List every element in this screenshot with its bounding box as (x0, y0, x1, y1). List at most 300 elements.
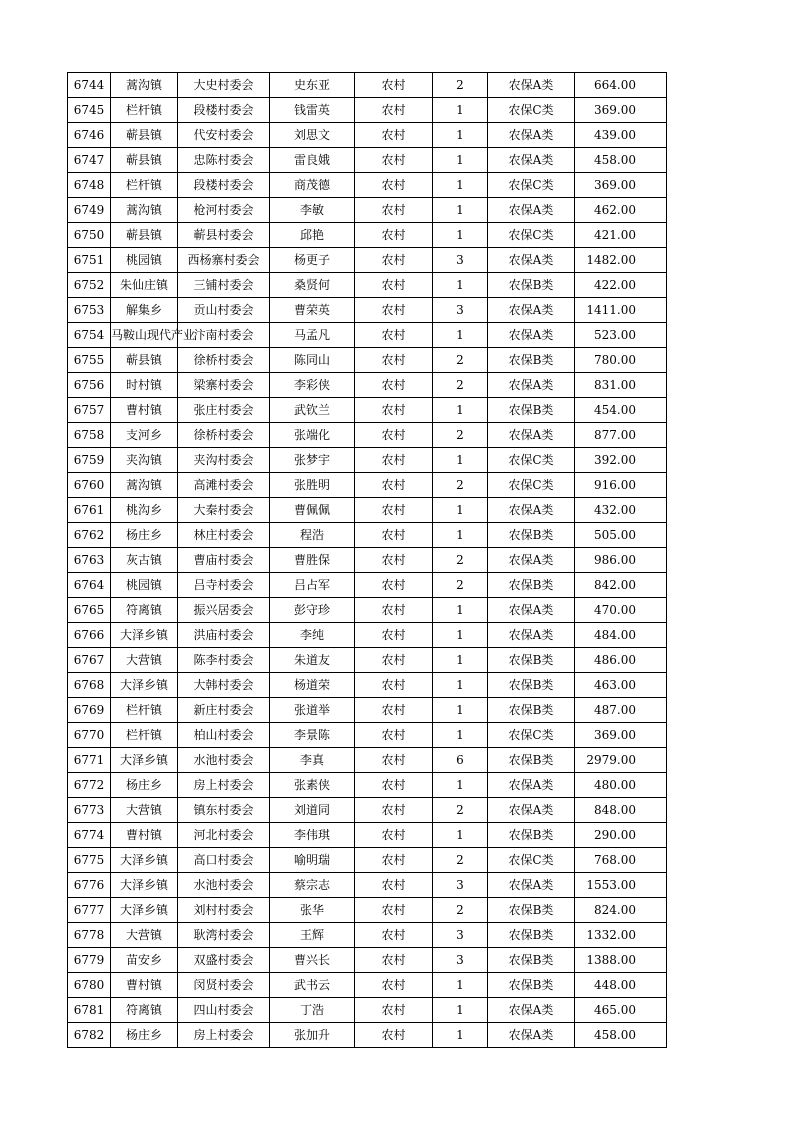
area-type-cell: 农村 (355, 248, 433, 273)
person-name-cell: 程浩 (270, 523, 355, 548)
person-name-cell: 杨更子 (270, 248, 355, 273)
village-committee-cell: 代安村委会 (178, 123, 270, 148)
table-row (68, 898, 667, 923)
table-row (68, 973, 667, 998)
amount-cell: 2979.00 (575, 748, 667, 773)
amount-cell: 369.00 (575, 98, 667, 123)
table-row (68, 823, 667, 848)
area-type-cell: 农村 (355, 523, 433, 548)
table-row (68, 548, 667, 573)
table-row (68, 1023, 667, 1048)
area-type-cell: 农村 (355, 873, 433, 898)
insurance-class-cell: 农保A类 (488, 998, 575, 1023)
household-count-cell: 1 (433, 648, 488, 673)
area-type-cell: 农村 (355, 173, 433, 198)
village-committee-cell: 三铺村委会 (178, 273, 270, 298)
row-number-cell: 6774 (68, 823, 111, 848)
insurance-class-cell: 农保C类 (488, 848, 575, 873)
amount-cell: 422.00 (575, 273, 667, 298)
area-type-cell: 农村 (355, 223, 433, 248)
town-cell: 桃沟乡 (111, 498, 178, 523)
area-type-cell: 农村 (355, 823, 433, 848)
village-committee-cell: 耿湾村委会 (178, 923, 270, 948)
row-number-cell: 6770 (68, 723, 111, 748)
table-row (68, 223, 667, 248)
person-name-cell: 曹荣英 (270, 298, 355, 323)
person-name-cell: 陈同山 (270, 348, 355, 373)
insurance-class-cell: 农保A类 (488, 423, 575, 448)
table-row (68, 723, 667, 748)
town-cell: 杨庄乡 (111, 523, 178, 548)
village-committee-cell: 西杨寨村委会 (178, 248, 270, 273)
table-row (68, 423, 667, 448)
amount-cell: 432.00 (575, 498, 667, 523)
household-count-cell: 1 (433, 98, 488, 123)
insurance-class-cell: 农保B类 (488, 673, 575, 698)
insurance-class-cell: 农保A类 (488, 598, 575, 623)
row-number-cell: 6773 (68, 798, 111, 823)
area-type-cell: 农村 (355, 848, 433, 873)
insurance-class-cell: 农保A类 (488, 548, 575, 573)
household-count-cell: 2 (433, 798, 488, 823)
town-cell: 曹村镇 (111, 973, 178, 998)
insurance-class-cell: 农保B类 (488, 823, 575, 848)
area-type-cell: 农村 (355, 98, 433, 123)
amount-cell: 824.00 (575, 898, 667, 923)
household-count-cell: 3 (433, 948, 488, 973)
insurance-class-cell: 农保A类 (488, 873, 575, 898)
village-committee-cell: 大秦村委会 (178, 498, 270, 523)
insurance-class-cell: 农保A类 (488, 323, 575, 348)
insurance-class-cell: 农保B类 (488, 973, 575, 998)
row-number-cell: 6761 (68, 498, 111, 523)
table-row (68, 748, 667, 773)
insurance-class-cell: 农保B类 (488, 948, 575, 973)
town-cell: 桃园镇 (111, 573, 178, 598)
town-cell: 符离镇 (111, 998, 178, 1023)
table-row (68, 998, 667, 1023)
amount-cell: 831.00 (575, 373, 667, 398)
table-row (68, 273, 667, 298)
person-name-cell: 刘道同 (270, 798, 355, 823)
insurance-class-cell: 农保A类 (488, 123, 575, 148)
household-count-cell: 1 (433, 773, 488, 798)
roster-body (68, 73, 667, 1048)
person-name-cell: 钱雷英 (270, 98, 355, 123)
area-type-cell: 农村 (355, 423, 433, 448)
amount-cell: 480.00 (575, 773, 667, 798)
area-type-cell: 农村 (355, 298, 433, 323)
area-type-cell: 农村 (355, 798, 433, 823)
insurance-class-cell: 农保C类 (488, 473, 575, 498)
table-row (68, 673, 667, 698)
town-cell: 苗安乡 (111, 948, 178, 973)
amount-cell: 1388.00 (575, 948, 667, 973)
person-name-cell: 丁浩 (270, 998, 355, 1023)
person-name-cell: 刘思文 (270, 123, 355, 148)
person-name-cell: 曹佩佩 (270, 498, 355, 523)
amount-cell: 916.00 (575, 473, 667, 498)
insurance-class-cell: 农保C类 (488, 448, 575, 473)
person-name-cell: 雷良娥 (270, 148, 355, 173)
town-cell: 蕲县镇 (111, 348, 178, 373)
table-row (68, 73, 667, 98)
town-cell: 朱仙庄镇 (111, 273, 178, 298)
person-name-cell: 商茂德 (270, 173, 355, 198)
village-committee-cell: 柏山村委会 (178, 723, 270, 748)
area-type-cell: 农村 (355, 323, 433, 348)
amount-cell: 392.00 (575, 448, 667, 473)
village-committee-cell: 曹庙村委会 (178, 548, 270, 573)
household-count-cell: 1 (433, 823, 488, 848)
village-committee-cell: 段楼村委会 (178, 98, 270, 123)
row-number-cell: 6777 (68, 898, 111, 923)
town-cell: 桃园镇 (111, 248, 178, 273)
amount-cell: 465.00 (575, 998, 667, 1023)
table-row (68, 873, 667, 898)
area-type-cell: 农村 (355, 373, 433, 398)
person-name-cell: 张素侠 (270, 773, 355, 798)
amount-cell: 458.00 (575, 148, 667, 173)
insurance-class-cell: 农保A类 (488, 373, 575, 398)
town-cell: 栏杆镇 (111, 98, 178, 123)
town-cell: 蕲县镇 (111, 148, 178, 173)
insurance-class-cell: 农保A类 (488, 623, 575, 648)
village-committee-cell: 段楼村委会 (178, 173, 270, 198)
town-cell: 蒿沟镇 (111, 73, 178, 98)
insurance-class-cell: 农保A类 (488, 773, 575, 798)
table-row (68, 523, 667, 548)
village-committee-cell: 新庄村委会 (178, 698, 270, 723)
person-name-cell: 朱道友 (270, 648, 355, 673)
household-count-cell: 1 (433, 498, 488, 523)
household-count-cell: 2 (433, 573, 488, 598)
household-count-cell: 6 (433, 748, 488, 773)
amount-cell: 484.00 (575, 623, 667, 648)
town-cell: 蕲县镇 (111, 223, 178, 248)
insurance-class-cell: 农保A类 (488, 1023, 575, 1048)
household-count-cell: 1 (433, 148, 488, 173)
table-row (68, 98, 667, 123)
town-cell: 大营镇 (111, 923, 178, 948)
insurance-class-cell: 农保B类 (488, 398, 575, 423)
table-row (68, 798, 667, 823)
town-cell: 栏杆镇 (111, 698, 178, 723)
insurance-class-cell: 农保A类 (488, 248, 575, 273)
town-cell: 支河乡 (111, 423, 178, 448)
table-row (68, 298, 667, 323)
town-cell: 杨庄乡 (111, 773, 178, 798)
household-count-cell: 3 (433, 873, 488, 898)
town-cell: 大营镇 (111, 648, 178, 673)
row-number-cell: 6766 (68, 623, 111, 648)
row-number-cell: 6764 (68, 573, 111, 598)
village-committee-cell: 高口村委会 (178, 848, 270, 873)
village-committee-cell: 陈李村委会 (178, 648, 270, 673)
household-count-cell: 2 (433, 423, 488, 448)
town-cell: 杨庄乡 (111, 1023, 178, 1048)
table-row (68, 323, 667, 348)
row-number-cell: 6765 (68, 598, 111, 623)
table-row (68, 373, 667, 398)
household-count-cell: 1 (433, 1023, 488, 1048)
household-count-cell: 2 (433, 898, 488, 923)
household-count-cell: 1 (433, 323, 488, 348)
village-committee-cell: 大史村委会 (178, 73, 270, 98)
town-cell: 大营镇 (111, 798, 178, 823)
table-row (68, 848, 667, 873)
person-name-cell: 武书云 (270, 973, 355, 998)
row-number-cell: 6752 (68, 273, 111, 298)
village-committee-cell: 镇东村委会 (178, 798, 270, 823)
insurance-class-cell: 农保B类 (488, 348, 575, 373)
person-name-cell: 李纯 (270, 623, 355, 648)
person-name-cell: 曹兴长 (270, 948, 355, 973)
town-cell: 大泽乡镇 (111, 748, 178, 773)
row-number-cell: 6757 (68, 398, 111, 423)
amount-cell: 505.00 (575, 523, 667, 548)
row-number-cell: 6748 (68, 173, 111, 198)
area-type-cell: 农村 (355, 273, 433, 298)
household-count-cell: 1 (433, 223, 488, 248)
village-committee-cell: 张庄村委会 (178, 398, 270, 423)
amount-cell: 877.00 (575, 423, 667, 448)
town-cell: 曹村镇 (111, 823, 178, 848)
town-cell: 栏杆镇 (111, 173, 178, 198)
area-type-cell: 农村 (355, 473, 433, 498)
area-type-cell: 农村 (355, 773, 433, 798)
village-committee-cell: 振兴居委会 (178, 598, 270, 623)
insurance-class-cell: 农保B类 (488, 273, 575, 298)
table-row (68, 148, 667, 173)
area-type-cell: 农村 (355, 573, 433, 598)
village-committee-cell: 林庄村委会 (178, 523, 270, 548)
village-committee-cell: 房上村委会 (178, 1023, 270, 1048)
village-committee-cell: 水池村委会 (178, 873, 270, 898)
amount-cell: 463.00 (575, 673, 667, 698)
insurance-class-cell: 农保B类 (488, 748, 575, 773)
town-cell: 大泽乡镇 (111, 898, 178, 923)
person-name-cell: 李伟琪 (270, 823, 355, 848)
household-count-cell: 2 (433, 373, 488, 398)
amount-cell: 486.00 (575, 648, 667, 673)
household-count-cell: 1 (433, 673, 488, 698)
row-number-cell: 6755 (68, 348, 111, 373)
table-row (68, 948, 667, 973)
person-name-cell: 桑贤何 (270, 273, 355, 298)
village-committee-cell: 贡山村委会 (178, 298, 270, 323)
town-cell: 蕲县镇 (111, 123, 178, 148)
row-number-cell: 6753 (68, 298, 111, 323)
person-name-cell: 吕占军 (270, 573, 355, 598)
person-name-cell: 彭守珍 (270, 598, 355, 623)
person-name-cell: 张道举 (270, 698, 355, 723)
row-number-cell: 6745 (68, 98, 111, 123)
town-cell: 曹村镇 (111, 398, 178, 423)
amount-cell: 439.00 (575, 123, 667, 148)
household-count-cell: 2 (433, 548, 488, 573)
village-committee-cell: 双盛村委会 (178, 948, 270, 973)
area-type-cell: 农村 (355, 973, 433, 998)
insurance-class-cell: 农保B类 (488, 923, 575, 948)
person-name-cell: 张梦宇 (270, 448, 355, 473)
household-count-cell: 1 (433, 723, 488, 748)
table-row (68, 648, 667, 673)
area-type-cell: 农村 (355, 148, 433, 173)
amount-cell: 1411.00 (575, 298, 667, 323)
insurance-class-cell: 农保B类 (488, 523, 575, 548)
person-name-cell: 武钦兰 (270, 398, 355, 423)
table-row (68, 398, 667, 423)
table-row (68, 448, 667, 473)
household-count-cell: 1 (433, 123, 488, 148)
area-type-cell: 农村 (355, 73, 433, 98)
person-name-cell: 史东亚 (270, 73, 355, 98)
household-count-cell: 3 (433, 298, 488, 323)
household-count-cell: 3 (433, 923, 488, 948)
row-number-cell: 6776 (68, 873, 111, 898)
amount-cell: 1482.00 (575, 248, 667, 273)
insurance-class-cell: 农保A类 (488, 198, 575, 223)
table-row (68, 123, 667, 148)
area-type-cell: 农村 (355, 623, 433, 648)
person-name-cell: 李真 (270, 748, 355, 773)
village-committee-cell: 大韩村委会 (178, 673, 270, 698)
person-name-cell: 邱艳 (270, 223, 355, 248)
town-cell: 夹沟镇 (111, 448, 178, 473)
amount-cell: 369.00 (575, 723, 667, 748)
household-count-cell: 1 (433, 523, 488, 548)
town-cell: 大泽乡镇 (111, 673, 178, 698)
town-cell: 符离镇 (111, 598, 178, 623)
area-type-cell: 农村 (355, 548, 433, 573)
household-count-cell: 1 (433, 623, 488, 648)
person-name-cell: 张胜明 (270, 473, 355, 498)
table-row (68, 473, 667, 498)
row-number-cell: 6747 (68, 148, 111, 173)
insurance-class-cell: 农保A类 (488, 148, 575, 173)
village-committee-cell: 刘村村委会 (178, 898, 270, 923)
amount-cell: 1553.00 (575, 873, 667, 898)
area-type-cell: 农村 (355, 698, 433, 723)
area-type-cell: 农村 (355, 498, 433, 523)
household-count-cell: 1 (433, 998, 488, 1023)
row-number-cell: 6759 (68, 448, 111, 473)
area-type-cell: 农村 (355, 1023, 433, 1048)
village-committee-cell: 房上村委会 (178, 773, 270, 798)
amount-cell: 986.00 (575, 548, 667, 573)
table-row (68, 173, 667, 198)
table-row (68, 248, 667, 273)
row-number-cell: 6781 (68, 998, 111, 1023)
village-committee-cell: 夹沟村委会 (178, 448, 270, 473)
person-name-cell: 王辉 (270, 923, 355, 948)
row-number-cell: 6750 (68, 223, 111, 248)
household-count-cell: 1 (433, 273, 488, 298)
village-committee-cell: 梁寨村委会 (178, 373, 270, 398)
town-cell: 时村镇 (111, 373, 178, 398)
amount-cell: 462.00 (575, 198, 667, 223)
insurance-class-cell: 农保C类 (488, 723, 575, 748)
household-count-cell: 3 (433, 248, 488, 273)
row-number-cell: 6769 (68, 698, 111, 723)
amount-cell: 1332.00 (575, 923, 667, 948)
insurance-class-cell: 农保B类 (488, 898, 575, 923)
amount-cell: 369.00 (575, 173, 667, 198)
row-number-cell: 6756 (68, 373, 111, 398)
village-committee-cell: 汴南村委会 (178, 323, 270, 348)
household-count-cell: 1 (433, 448, 488, 473)
insurance-class-cell: 农保A类 (488, 73, 575, 98)
row-number-cell: 6744 (68, 73, 111, 98)
town-cell: 灰古镇 (111, 548, 178, 573)
household-count-cell: 2 (433, 848, 488, 873)
area-type-cell: 农村 (355, 348, 433, 373)
town-cell: 解集乡 (111, 298, 178, 323)
insurance-class-cell: 农保B类 (488, 573, 575, 598)
village-committee-cell: 高滩村委会 (178, 473, 270, 498)
table-row (68, 573, 667, 598)
area-type-cell: 农村 (355, 198, 433, 223)
household-count-cell: 2 (433, 348, 488, 373)
insurance-class-cell: 农保C类 (488, 173, 575, 198)
table-row (68, 198, 667, 223)
area-type-cell: 农村 (355, 398, 433, 423)
town-cell: 蒿沟镇 (111, 473, 178, 498)
row-number-cell: 6779 (68, 948, 111, 973)
person-name-cell: 李敏 (270, 198, 355, 223)
row-number-cell: 6778 (68, 923, 111, 948)
person-name-cell: 张华 (270, 898, 355, 923)
amount-cell: 523.00 (575, 323, 667, 348)
table-row (68, 498, 667, 523)
amount-cell: 842.00 (575, 573, 667, 598)
town-cell: 栏杆镇 (111, 723, 178, 748)
amount-cell: 848.00 (575, 798, 667, 823)
row-number-cell: 6782 (68, 1023, 111, 1048)
area-type-cell: 农村 (355, 923, 433, 948)
household-count-cell: 1 (433, 598, 488, 623)
area-type-cell: 农村 (355, 948, 433, 973)
area-type-cell: 农村 (355, 448, 433, 473)
amount-cell: 458.00 (575, 1023, 667, 1048)
amount-cell: 448.00 (575, 973, 667, 998)
person-name-cell: 杨道荣 (270, 673, 355, 698)
household-count-cell: 1 (433, 698, 488, 723)
town-cell: 大泽乡镇 (111, 873, 178, 898)
table-row (68, 598, 667, 623)
amount-cell: 470.00 (575, 598, 667, 623)
table-row (68, 698, 667, 723)
person-name-cell: 李景陈 (270, 723, 355, 748)
area-type-cell: 农村 (355, 898, 433, 923)
village-committee-cell: 蕲县村委会 (178, 223, 270, 248)
row-number-cell: 6780 (68, 973, 111, 998)
amount-cell: 768.00 (575, 848, 667, 873)
village-committee-cell: 徐桥村委会 (178, 423, 270, 448)
household-count-cell: 1 (433, 973, 488, 998)
row-number-cell: 6760 (68, 473, 111, 498)
town-cell: 蒿沟镇 (111, 198, 178, 223)
household-count-cell: 2 (433, 473, 488, 498)
amount-cell: 487.00 (575, 698, 667, 723)
insurance-class-cell: 农保A类 (488, 498, 575, 523)
household-count-cell: 1 (433, 398, 488, 423)
area-type-cell: 农村 (355, 723, 433, 748)
row-number-cell: 6754 (68, 323, 111, 348)
row-number-cell: 6772 (68, 773, 111, 798)
row-number-cell: 6763 (68, 548, 111, 573)
